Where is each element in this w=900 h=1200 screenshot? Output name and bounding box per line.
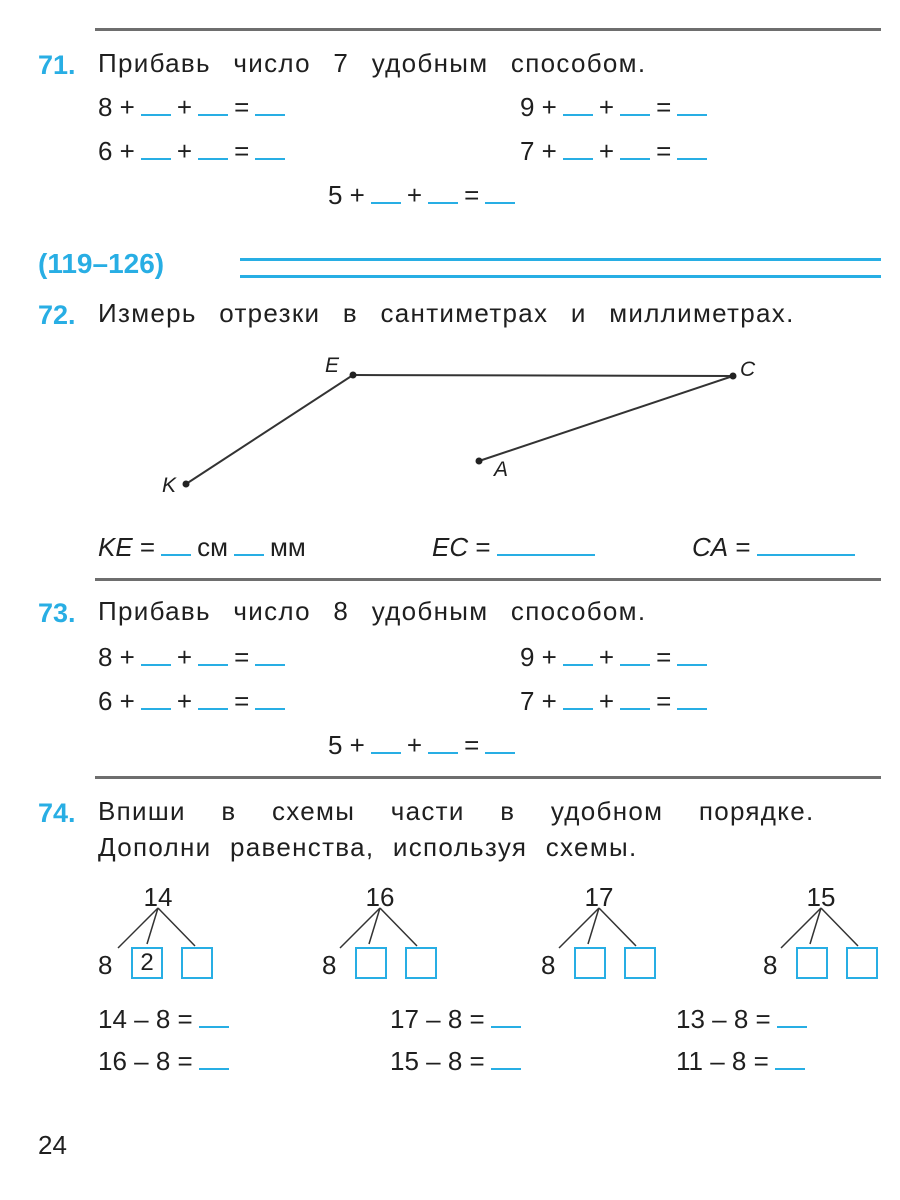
scheme-1-branches: [100, 900, 230, 950]
answer-blank[interactable]: [199, 1004, 229, 1028]
task-73-row-c: 6 + + =: [98, 686, 291, 717]
ca-blank[interactable]: [757, 532, 855, 556]
answer-blank[interactable]: [677, 686, 707, 710]
task-71-row-a: 8 + + =: [98, 92, 291, 123]
answer-blank[interactable]: [563, 642, 593, 666]
row-start: 5 +: [328, 730, 365, 760]
task-71-row-c: 6 + + =: [98, 136, 291, 167]
equation-3: [676, 1004, 813, 1035]
equation-6: [676, 1046, 811, 1077]
rule-72-73: [95, 578, 881, 581]
row-start: 5 +: [328, 180, 365, 210]
cm-unit: см: [197, 532, 228, 562]
task-72-number: 72.: [38, 300, 76, 330]
equation-text: 13 – 8 =: [676, 1004, 771, 1034]
scheme-1-box-1[interactable]: 2: [131, 947, 163, 979]
equation-text: 15 – 8 =: [390, 1046, 485, 1076]
scheme-4-box-2[interactable]: [846, 947, 878, 979]
cm-blank[interactable]: [161, 532, 191, 556]
equation-text: 17 – 8 =: [390, 1004, 485, 1034]
row-start: 8 +: [98, 92, 135, 122]
answer-blank[interactable]: [491, 1046, 521, 1070]
answer-blank[interactable]: [199, 1046, 229, 1070]
row-start: 7 +: [520, 686, 557, 716]
mm-blank[interactable]: [234, 532, 264, 556]
segment-ke: [186, 375, 353, 484]
task-73-text: Прибавь число 8 удобным способом.: [98, 596, 647, 626]
task-71-row-b: 9 + + =: [520, 92, 713, 123]
answer-blank[interactable]: [428, 730, 458, 754]
scheme-3-part: 8: [541, 950, 556, 980]
scheme-2-part: 8: [322, 950, 337, 980]
scheme-3-whole: 17: [584, 882, 614, 912]
point-e: [350, 372, 357, 379]
scheme-3-box-2[interactable]: [624, 947, 656, 979]
row-start: 8 +: [98, 642, 135, 672]
scheme-2-whole: 16: [365, 882, 395, 912]
scheme-1-box-2[interactable]: [181, 947, 213, 979]
scheme-1-part: 8: [98, 950, 113, 980]
section-label: (119–126): [38, 248, 165, 279]
point-k: [183, 481, 190, 488]
segment-ec: [353, 375, 733, 376]
label-k: K: [162, 474, 177, 497]
equation-text: 16 – 8 =: [98, 1046, 193, 1076]
task-74-line2: Дополни равенства, используя схемы.: [98, 832, 638, 862]
answer-blank[interactable]: [141, 642, 171, 666]
row-start: 9 +: [520, 642, 557, 672]
answer-blank[interactable]: [255, 642, 285, 666]
task-71-text: Прибавь число 7 удобным способом.: [98, 48, 647, 78]
scheme-2-box-1[interactable]: [355, 947, 387, 979]
ec-label: EC: [432, 532, 469, 562]
label-e: E: [325, 354, 340, 377]
task-73-row-e: 5 + + =: [328, 730, 521, 761]
task-73-number: 73.: [38, 598, 76, 628]
answer-blank[interactable]: [777, 1004, 807, 1028]
mm-unit: мм: [269, 532, 306, 562]
task-74-line1: Впиши в схемы части в удобном порядке.: [98, 796, 815, 826]
scheme-3-branches: [541, 900, 671, 950]
task-73-row-a: 8 + + =: [98, 642, 291, 673]
ca-label: CA: [692, 532, 729, 562]
scheme-2-box-2[interactable]: [405, 947, 437, 979]
task-74-number: 74.: [38, 798, 76, 828]
page-number: 24: [38, 1130, 67, 1160]
task-71-row-d: 7 + + =: [520, 136, 713, 167]
answer-blank[interactable]: [620, 686, 650, 710]
segments-figure: [0, 0, 900, 520]
answer-blank[interactable]: [198, 642, 228, 666]
task-73-row-b: 9 + + =: [520, 642, 713, 673]
equation-4: [98, 1046, 235, 1077]
label-c: C: [740, 358, 756, 381]
measure-ec: EC =: [432, 532, 601, 563]
equation-text: 11 – 8 =: [676, 1046, 769, 1076]
rule-73-74: [95, 776, 881, 779]
scheme-4-box-1[interactable]: [796, 947, 828, 979]
scheme-2-branches: [322, 900, 452, 950]
scheme-4-whole: 15: [806, 882, 836, 912]
answer-blank[interactable]: [620, 642, 650, 666]
task-73-row-d: 7 + + =: [520, 686, 713, 717]
task-72-text: Измерь отрезки в сантиметрах и миллиметрах.: [98, 298, 795, 328]
segment-ca: [479, 376, 733, 461]
row-start: 9 +: [520, 92, 557, 122]
answer-blank[interactable]: [198, 686, 228, 710]
row-start: 6 +: [98, 686, 135, 716]
row-start: 6 +: [98, 136, 135, 166]
answer-blank[interactable]: [563, 686, 593, 710]
scheme-4-part: 8: [763, 950, 778, 980]
point-a: [476, 458, 483, 465]
scheme-4-branches: [763, 900, 893, 950]
row-start: 7 +: [520, 136, 557, 166]
answer-blank[interactable]: [371, 730, 401, 754]
answer-blank[interactable]: [255, 686, 285, 710]
ec-blank[interactable]: [497, 532, 595, 556]
answer-blank[interactable]: [141, 686, 171, 710]
equation-1: [98, 1004, 235, 1035]
task-71-row-e: 5 + + =: [328, 180, 521, 211]
measure-ca: CA =: [692, 532, 861, 563]
equation-text: 14 – 8 =: [98, 1004, 193, 1034]
scheme-1-whole: 14: [143, 882, 173, 912]
answer-blank[interactable]: [775, 1046, 805, 1070]
ke-label: KE: [98, 532, 133, 562]
point-c: [730, 373, 737, 380]
answer-blank[interactable]: [677, 642, 707, 666]
label-a: A: [494, 458, 509, 481]
answer-blank[interactable]: [491, 1004, 521, 1028]
task-71-number: 71.: [38, 50, 76, 80]
equation-5: [390, 1046, 527, 1077]
scheme-3-box-1[interactable]: [574, 947, 606, 979]
measure-ke: KE = см мм: [98, 532, 306, 562]
equation-2: [390, 1004, 527, 1035]
answer-blank[interactable]: [485, 730, 515, 754]
